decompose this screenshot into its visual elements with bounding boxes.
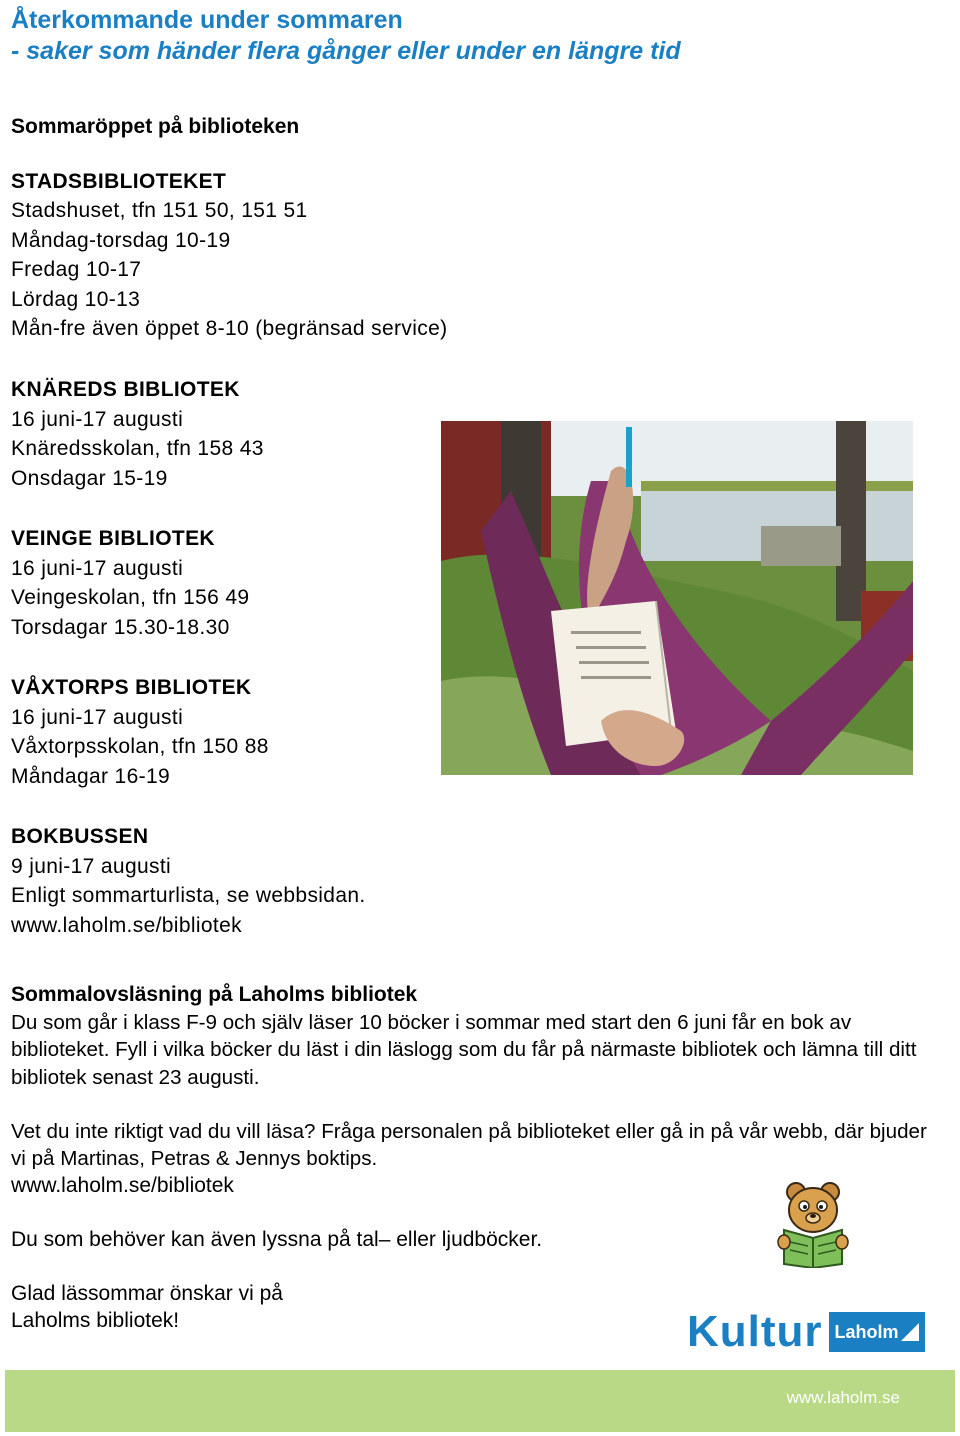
library-info: 16 juni-17 augusti	[11, 557, 184, 580]
closing-line: Glad lässommar önskar vi på	[11, 1282, 283, 1305]
library-name: BOKBUSSEN	[11, 825, 149, 848]
hammock-reading-photo	[441, 421, 913, 775]
library-web-link[interactable]: www.laholm.se/bibliotek	[11, 914, 242, 937]
logo-tag-text: Laholm	[834, 1322, 899, 1342]
library-info: Måndag-torsdag 10-19	[11, 229, 231, 252]
library-name: VÅXTORPS BIBLIOTEK	[11, 676, 252, 699]
library-name: KNÄREDS BIBLIOTEK	[11, 378, 240, 401]
library-info: Knäredsskolan, tfn 158 43	[11, 437, 264, 460]
page-subtitle: - saker som händer flera gånger eller under en längre tid	[11, 37, 681, 65]
page-title: Återkommande under sommaren	[11, 6, 403, 34]
library-info: 9 juni-17 augusti	[11, 855, 172, 878]
audio-books-text: Du som behöver kan även lyssna på tal– eller ljudböcker.	[11, 1228, 543, 1251]
logo-tag	[829, 1312, 925, 1352]
library-name: VEINGE BIBLIOTEK	[11, 527, 215, 550]
library-name: STADSBIBLIOTEKET	[11, 170, 227, 193]
library-info: Mån-fre även öppet 8-10 (begränsad service)	[11, 317, 448, 340]
book-tips-link[interactable]: www.laholm.se/bibliotek	[11, 1174, 234, 1197]
library-info: Veingeskolan, tfn 156 49	[11, 586, 250, 609]
logo-word: Kultur	[687, 1307, 823, 1356]
footer-band	[5, 1370, 955, 1432]
library-info: Enligt sommarturlista, se webbsidan.	[11, 884, 366, 907]
library-info: Stadshuset, tfn 151 50, 151 51	[11, 199, 308, 222]
library-info: Fredag 10-17	[11, 258, 142, 281]
summer-reading-paragraph: Du som går i klass F-9 och själv läser 10 böcker i sommar med start den 6 juni får en bok av biblioteket. Fyll i vilka böcker du läst i din läslogg som du får på närmaste bibliotek och lämna till ditt bibliotek senast 23 augusti.	[11, 1011, 917, 1089]
library-info: Onsdagar 15-19	[11, 467, 168, 490]
library-info: 16 juni-17 augusti	[11, 408, 184, 431]
library-info: Måndagar 16-19	[11, 765, 171, 788]
book-tips-paragraph: Vet du inte riktigt vad du vill läsa? Fråga personalen på biblioteket eller gå in på vår webb, där bjuder vi på Martinas, Petras & Jennys boktips.	[11, 1120, 927, 1171]
section-heading-summer-opening: Sommaröppet på biblioteken	[11, 115, 300, 138]
footer-url-link[interactable]: www.laholm.se	[786, 1388, 900, 1407]
library-info: 16 juni-17 augusti	[11, 706, 184, 729]
library-info: Våxtorpsskolan, tfn 150 88	[11, 735, 269, 758]
reading-bear-icon	[774, 1180, 852, 1268]
kultur-laholm-logo	[687, 1307, 943, 1357]
section-heading-summer-reading: Sommalovsläsning på Laholms bibliotek	[11, 983, 418, 1006]
library-info: Torsdagar 15.30-18.30	[11, 616, 230, 639]
library-info: Lördag 10-13	[11, 288, 141, 311]
closing-line: Laholms bibliotek!	[11, 1309, 180, 1332]
logo-mark-icon	[899, 1321, 921, 1343]
